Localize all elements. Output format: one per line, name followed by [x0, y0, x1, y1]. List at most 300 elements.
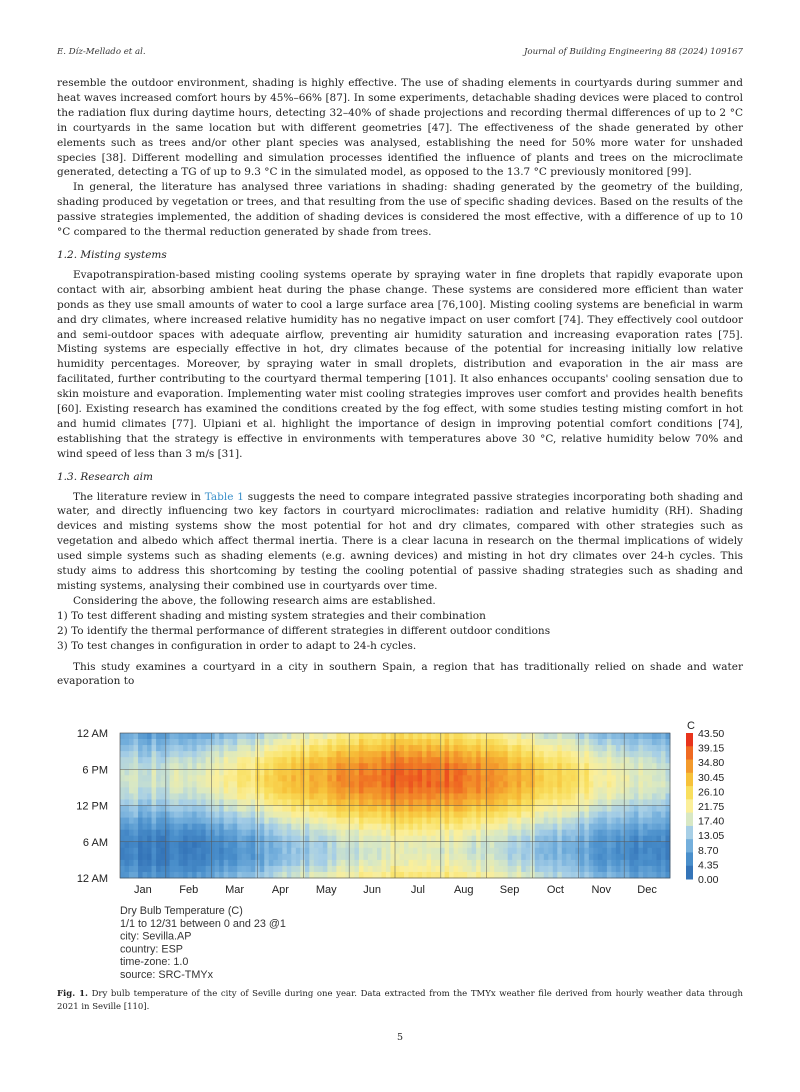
heatmap-cell [143, 872, 148, 878]
research-aim-item: 1) To test different shading and misting system strategies and their combination [57, 609, 486, 622]
heatmap-cell [436, 751, 441, 757]
heatmap-cell [494, 824, 499, 830]
heatmap-cell [620, 751, 625, 757]
heatmap-cell [120, 872, 125, 878]
heatmap-cell [620, 872, 625, 878]
heatmap-cell [634, 745, 639, 751]
heatmap-cell [571, 757, 576, 763]
heatmap-cell [629, 739, 634, 745]
legend-color-swatch [686, 773, 693, 787]
heatmap-cell [526, 793, 531, 799]
heatmap-cell [548, 793, 553, 799]
heatmap-cell [296, 787, 301, 793]
heatmap-cell [400, 842, 405, 848]
heatmap-cell [548, 775, 553, 781]
heatmap-cell [170, 769, 175, 775]
heatmap-cell [309, 763, 314, 769]
heatmap-cell [602, 787, 607, 793]
heatmap-cell [368, 854, 373, 860]
heatmap-cell [350, 866, 355, 872]
info-line: city: Sevilla.AP [120, 930, 192, 943]
heatmap-cell [138, 824, 143, 830]
article-body [57, 76, 743, 689]
heatmap-cell [327, 860, 332, 866]
heatmap-cell [260, 818, 265, 824]
heatmap-cell [499, 799, 504, 805]
heatmap-cell [575, 739, 580, 745]
heatmap-cell [147, 818, 152, 824]
heatmap-cell [318, 799, 323, 805]
paragraph-research-aim-pre: The literature review in [73, 490, 205, 503]
heatmap-cell [526, 799, 531, 805]
heatmap-cell [269, 739, 274, 745]
heatmap-cell [611, 763, 616, 769]
heatmap-cell [503, 848, 508, 854]
heatmap-cell [390, 745, 395, 751]
heatmap-cell [278, 848, 283, 854]
heatmap-cell [197, 830, 202, 836]
heatmap-cell [323, 775, 328, 781]
heatmap-cell [436, 739, 441, 745]
heatmap-cell [584, 818, 589, 824]
heatmap-cell [593, 757, 598, 763]
heatmap-cell [616, 739, 621, 745]
heatmap-cell [287, 787, 292, 793]
heatmap-cell [521, 757, 526, 763]
heatmap-cell [282, 830, 287, 836]
heatmap-cell [665, 836, 670, 842]
heatmap-cell [215, 872, 220, 878]
heatmap-cell [566, 812, 571, 818]
heatmap-cell [535, 787, 540, 793]
heatmap-cell [278, 739, 283, 745]
heatmap-cell [472, 787, 477, 793]
heatmap-cell [602, 866, 607, 872]
heatmap-cell [454, 775, 459, 781]
heatmap-cell [183, 775, 188, 781]
heatmap-cell [490, 866, 495, 872]
heatmap-cell [607, 733, 612, 739]
heatmap-cell [264, 775, 269, 781]
heatmap-cell [535, 769, 540, 775]
heatmap-cell [611, 854, 616, 860]
heatmap-cell [305, 842, 310, 848]
heatmap-cell [625, 793, 630, 799]
heatmap-cell [368, 745, 373, 751]
heatmap-cell [566, 751, 571, 757]
heatmap-cell [287, 818, 292, 824]
heatmap-cell [458, 848, 463, 854]
heatmap-cell [476, 812, 481, 818]
heatmap-cell [476, 757, 481, 763]
heatmap-cell [269, 836, 274, 842]
heatmap-cell [665, 866, 670, 872]
heatmap-cell [656, 830, 661, 836]
heatmap-cell [404, 866, 409, 872]
heatmap-cell [147, 866, 152, 872]
heatmap-cell [134, 775, 139, 781]
heatmap-cell [314, 733, 319, 739]
heatmap-cell [260, 781, 265, 787]
heatmap-cell [661, 818, 666, 824]
heatmap-cell [233, 745, 238, 751]
heatmap-cell [359, 781, 364, 787]
heatmap-cell [287, 793, 292, 799]
heatmap-cell [629, 848, 634, 854]
heatmap-cell [224, 836, 229, 842]
heatmap-cell [233, 775, 238, 781]
heatmap-cell [179, 757, 184, 763]
heatmap-cell [323, 787, 328, 793]
heatmap-cell [647, 848, 652, 854]
heatmap-cell [359, 842, 364, 848]
heatmap-cell [652, 866, 657, 872]
heatmap-cell [562, 739, 567, 745]
heatmap-cell [143, 769, 148, 775]
heatmap-cell [517, 733, 522, 739]
heatmap-cell [341, 812, 346, 818]
heatmap-cell [562, 769, 567, 775]
heatmap-cell [562, 787, 567, 793]
y-tick-label: 12 AM [76, 728, 108, 740]
heatmap-cell [508, 830, 513, 836]
heatmap-cell [228, 866, 233, 872]
heatmap-cell [661, 799, 666, 805]
heatmap-cell [359, 860, 364, 866]
heatmap-cell [404, 812, 409, 818]
heatmap-cell [138, 757, 143, 763]
heatmap-cell [237, 787, 242, 793]
heatmap-cell [418, 745, 423, 751]
heatmap-cell [318, 787, 323, 793]
heatmap-cell [291, 830, 296, 836]
heatmap-cell [598, 757, 603, 763]
heatmap-cell [269, 842, 274, 848]
heatmap-cell [323, 781, 328, 787]
heatmap-cell [472, 866, 477, 872]
heatmap-cell [237, 763, 242, 769]
heatmap-cell [170, 739, 175, 745]
heatmap-cell [661, 769, 666, 775]
heatmap-cell [584, 763, 589, 769]
heatmap-cell [264, 757, 269, 763]
heatmap-cell [665, 872, 670, 878]
heatmap-cell [179, 739, 184, 745]
heatmap-cell [566, 830, 571, 836]
paragraph-shading-summary: In general, the literature has analysed three variations in shading: shading generated by the geometry of the building, shading produced by vegetation or trees, and that resulting from the use of specific shading devices. Based on the results of the passive strategies implemented, the addition of shading devices is considered the most effective, with a difference of up to 10 °C compared to the thermal reduction generated by shade from trees. [57, 181, 743, 239]
heatmap-cell [219, 836, 224, 842]
heatmap-cell [345, 860, 350, 866]
heatmap-cell [539, 860, 544, 866]
heatmap-cell [192, 836, 197, 842]
heatmap-cell [237, 848, 242, 854]
heatmap-cell [494, 745, 499, 751]
heatmap-cell [661, 824, 666, 830]
heatmap-cell [323, 872, 328, 878]
heatmap-cell [580, 836, 585, 842]
heatmap-cell [282, 842, 287, 848]
heatmap-cell [620, 866, 625, 872]
heatmap-cell [535, 775, 540, 781]
heatmap-cell [246, 799, 251, 805]
heatmap-cell [575, 842, 580, 848]
heatmap-cell [143, 866, 148, 872]
heatmap-cell [521, 830, 526, 836]
heatmap-cell [467, 824, 472, 830]
heatmap-cell [476, 775, 481, 781]
heatmap-cell [422, 799, 427, 805]
heatmap-cell [138, 787, 143, 793]
heatmap-cell [197, 818, 202, 824]
heatmap-cell [521, 860, 526, 866]
heatmap-cell [305, 763, 310, 769]
heatmap-cell [372, 775, 377, 781]
heatmap-cell [535, 836, 540, 842]
heatmap-cell [377, 799, 382, 805]
heatmap-cell [508, 806, 513, 812]
heatmap-cell [566, 739, 571, 745]
heatmap-cell [386, 799, 391, 805]
heatmap-cell [517, 757, 522, 763]
heatmap-cell [300, 818, 305, 824]
heatmap-cell [138, 848, 143, 854]
heatmap-cell [413, 751, 418, 757]
heatmap-cell [390, 806, 395, 812]
heatmap-cell [566, 818, 571, 824]
heatmap-cell [598, 812, 603, 818]
heatmap-cell [318, 781, 323, 787]
heatmap-cell [472, 860, 477, 866]
heatmap-cell [508, 860, 513, 866]
heatmap-cell [589, 793, 594, 799]
heatmap-cell [593, 866, 598, 872]
heatmap-cell [332, 830, 337, 836]
heatmap-cell [620, 763, 625, 769]
table-1-link[interactable]: Table 1 [204, 490, 244, 503]
heatmap-cell [219, 848, 224, 854]
heatmap-cell [656, 812, 661, 818]
heatmap-cell [345, 751, 350, 757]
heatmap-cell [625, 866, 630, 872]
heatmap-cell [242, 872, 247, 878]
heatmap-cell [197, 757, 202, 763]
heatmap-cell [472, 872, 477, 878]
heatmap-cell [616, 818, 621, 824]
heatmap-cell [647, 866, 652, 872]
heatmap-cell [409, 763, 414, 769]
heatmap-cell [503, 872, 508, 878]
heatmap-cell [629, 806, 634, 812]
heatmap-cell [170, 860, 175, 866]
heatmap-cell [183, 799, 188, 805]
heatmap-cell [400, 733, 405, 739]
heatmap-cell [620, 793, 625, 799]
heatmap-cell [215, 733, 220, 739]
heatmap-cell [589, 751, 594, 757]
heatmap-cell [517, 763, 522, 769]
heatmap-cell [341, 866, 346, 872]
heatmap-cell [539, 757, 544, 763]
heatmap-cell [192, 854, 197, 860]
heatmap-cell [125, 751, 130, 757]
heatmap-cell [494, 733, 499, 739]
heatmap-cell [458, 763, 463, 769]
heatmap-cell [336, 848, 341, 854]
heatmap-cell [656, 866, 661, 872]
heatmap-cell [584, 745, 589, 751]
heatmap-cell [125, 806, 130, 812]
heatmap-cell [354, 799, 359, 805]
legend-color-swatch [686, 826, 693, 840]
heatmap-cell [260, 860, 265, 866]
heatmap-cell [499, 775, 504, 781]
heatmap-cell [463, 872, 468, 878]
heatmap-cell [224, 757, 229, 763]
heatmap-cell [345, 830, 350, 836]
heatmap-cell [224, 769, 229, 775]
heatmap-cell [625, 751, 630, 757]
heatmap-cell [647, 757, 652, 763]
heatmap-cell [580, 860, 585, 866]
heatmap-cell [485, 830, 490, 836]
heatmap-cell [354, 739, 359, 745]
heatmap-cell [134, 812, 139, 818]
heatmap-cell [215, 751, 220, 757]
heatmap-cell [350, 830, 355, 836]
heatmap-cell [629, 854, 634, 860]
heatmap-cell [404, 757, 409, 763]
heatmap-cell [188, 848, 193, 854]
heatmap-cell [467, 866, 472, 872]
heatmap-cell [260, 739, 265, 745]
heatmap-cell [381, 793, 386, 799]
heatmap-cell [494, 860, 499, 866]
heatmap-cell [332, 812, 337, 818]
heatmap-cell [251, 757, 256, 763]
heatmap-cell [318, 866, 323, 872]
legend-unit-label: C [687, 720, 695, 732]
heatmap-cell [138, 763, 143, 769]
heatmap-cell [449, 830, 454, 836]
heatmap-cell [553, 866, 558, 872]
heatmap-cell [377, 854, 382, 860]
heatmap-cell [228, 751, 233, 757]
paragraph-study-intro: This study examines a courtyard in a city in southern Spain, a region that has traditionally relied on shade and water evaporation to [57, 660, 743, 688]
heatmap-cell [656, 842, 661, 848]
heatmap-cell [485, 751, 490, 757]
heatmap-cell [237, 830, 242, 836]
heatmap-cell [134, 751, 139, 757]
heatmap-cell [120, 836, 125, 842]
y-tick-label: 12 PM [76, 800, 108, 813]
heatmap-cell [260, 842, 265, 848]
heatmap-cell [390, 769, 395, 775]
heatmap-cell [467, 818, 472, 824]
heatmap-cell [336, 763, 341, 769]
heatmap-cell [400, 806, 405, 812]
heatmap-cell [413, 733, 418, 739]
heatmap-cell [327, 781, 332, 787]
heatmap-cell [503, 793, 508, 799]
heatmap-cell [467, 830, 472, 836]
heatmap-cell [625, 775, 630, 781]
heatmap-cell [638, 818, 643, 824]
heatmap-cell [490, 781, 495, 787]
heatmap-cell [377, 787, 382, 793]
heatmap-cell [643, 775, 648, 781]
heatmap-cell [183, 757, 188, 763]
heatmap-cell [589, 787, 594, 793]
heatmap-cell [512, 830, 517, 836]
heatmap-cell [291, 751, 296, 757]
heatmap-cell [665, 769, 670, 775]
heatmap-cell [607, 872, 612, 878]
paragraph-research-aim-post: suggests the need to compare integrated passive strategies incorporating both shading and water, and directly influencing two key factors in courtyard microclimates: radiation and relative humidity (RH). Shading devices and misting systems show the most potential for hot and dry climates, compared with other strategies such as vegetation and albedo which affect thermal inertia. There is a clear lacuna in research on the thermal implications of widely used simple systems such as shading elements (e.g. awning devices) and misting in hot dry climates over 24-h cycles. This study aims to address this shortcoming by testing the cooling potential of passive shading strategies such as shading and misting systems, analysing their combined use in courtyards over time. [57, 490, 744, 592]
heatmap-cell [156, 787, 161, 793]
heatmap-cell [318, 860, 323, 866]
heatmap-cell [422, 733, 427, 739]
heatmap-cell [418, 842, 423, 848]
heatmap-cell [363, 751, 368, 757]
heatmap-cell [363, 866, 368, 872]
heatmap-cell [197, 781, 202, 787]
heatmap-cell [273, 751, 278, 757]
heatmap-cell [183, 860, 188, 866]
heatmap-cell [350, 842, 355, 848]
heatmap-cell [381, 806, 386, 812]
heatmap-cell [309, 757, 314, 763]
heatmap-cell [201, 806, 206, 812]
heatmap-cell [192, 793, 197, 799]
heatmap-cell [418, 763, 423, 769]
heatmap-cell [179, 763, 184, 769]
heatmap-cell [620, 824, 625, 830]
heatmap-cell [409, 751, 414, 757]
heatmap-cell [152, 751, 157, 757]
heatmap-cell [341, 860, 346, 866]
heatmap-cell [390, 842, 395, 848]
heatmap-cell [463, 842, 468, 848]
heatmap-cell [246, 781, 251, 787]
heatmap-cell [269, 812, 274, 818]
heatmap-cell [390, 872, 395, 878]
heatmap-cell [535, 781, 540, 787]
heatmap-cell [598, 818, 603, 824]
heatmap-cell [539, 848, 544, 854]
heatmap-cell [228, 787, 233, 793]
heatmap-cell [125, 793, 130, 799]
heatmap-cell [170, 824, 175, 830]
heatmap-cell [156, 775, 161, 781]
heatmap-cell [273, 806, 278, 812]
heatmap-cell [427, 769, 432, 775]
heatmap-cell [553, 739, 558, 745]
heatmap-cell [562, 781, 567, 787]
heatmap-cell [521, 818, 526, 824]
heatmap-cell [201, 872, 206, 878]
heatmap-cell [368, 806, 373, 812]
heatmap-cell [197, 812, 202, 818]
heatmap-cell [134, 860, 139, 866]
heatmap-cell [219, 733, 224, 739]
heatmap-cell [553, 757, 558, 763]
heatmap-cell [395, 787, 400, 793]
heatmap-cell [575, 836, 580, 842]
heatmap-cell [454, 818, 459, 824]
heatmap-cell [314, 812, 319, 818]
heatmap-cell [273, 769, 278, 775]
heatmap-cell [589, 812, 594, 818]
